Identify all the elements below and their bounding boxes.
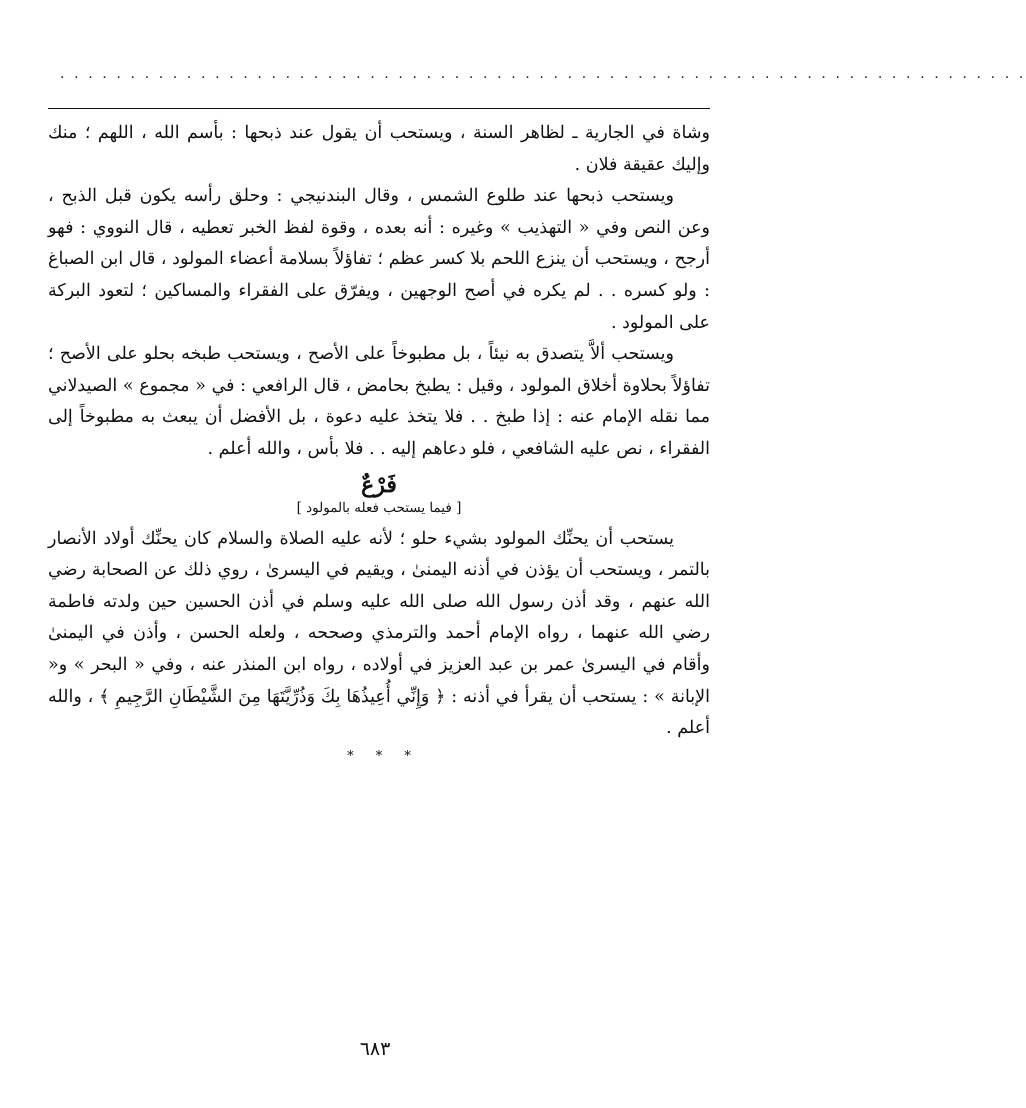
- header-rule: [48, 108, 710, 109]
- text-body: [48, 118, 710, 769]
- end-asterisks: * * *: [347, 748, 411, 764]
- section-subheading: [ فيما يستحب فعله بالمولود ]: [296, 499, 462, 516]
- paragraph-3: ويستحب ألاَّ يتصدق به نيئاً ، بل مطبوخاً على الأصح ، ويستحب طبخه بحلو على الأصح ؛ تفاؤلاً بحلاوة أخلاق المولود ، وقيل : يطبخ بحامض ، قال الرافعي : في « مجموع » الصيدلاني مما نقله الإمام عنه : إذا طبخ . . فلا يتخذ عليه دعوة ، بل الأفضل أن يبعث به مطبوخاً إلى الفقراء ، نص عليه الشافعي ، فلو دعاهم إليه . . فلا بأس ، والله أعلم .: [48, 344, 710, 459]
- paragraph-4: يستحب أن يحنِّك المولود بشيء حلو ؛ لأنه عليه الصلاة والسلام كان يحنِّك أولاد الأنصار بالتمر ، ويستحب أن يؤذن في أذنه اليمنىٰ ، ويقيم في اليسرىٰ ، روي ذلك عن الصحابة رضي الله عنهم ، وقد أذن رسول الله صلى الله عليه وسلم في أذن الحسين حين ولدته فاطمة رضي الله عنهما ، رواه الإمام أحمد والترمذي وصححه ، ولعله الحسن ، وأذن في اليمنىٰ وأقام في اليسرىٰ عمر بن عبد العزيز في أولاده ، رواه ابن المنذر عنه ، وفي « البحر » و« الإبانة » : يستحب أن يقرأ في أذنه : ﴿ وَإِنِّي أُعِيذُهَا بِكَ وَذُرِّيَّتَهَا مِنَ الشَّيْطَانِ الرَّجِيمِ ﴾ ، والله أعلم .: [48, 528, 710, 739]
- page-number: ٦٨٣: [359, 1038, 391, 1060]
- paragraph-2: ويستحب ذبحها عند طلوع الشمس ، وقال البندنيجي : وحلق رأسه يكون قبل الذبح ، وعن النص وفي « التهذيب » وغيره : أنه بعده ، وقوة لفظ الخبر تعطيه ، قال النووي : فهو أرجح ، ويستحب أن ينزع اللحم بلا كسر عظم ؛ تفاؤلاً بسلامة أعضاء المولود ، قال ابن الصباغ : ولو كسره . . لم يكره في أصح الوجهين ، ويفرّق على الفقراء والمساكين ؛ لتعود البركة على المولود .: [48, 186, 710, 333]
- header-dotted-ornament: . . . . . . . . . . . . . . . . . . . . . . . . . . . . . . . . . . . . . . . . . . . . . . . . . . . . . . . . . . . . . . . . . . . . .: [60, 66, 1026, 82]
- section-heading: فَرْعٌ: [361, 471, 397, 498]
- paragraph-1: وشاة في الجارية ـ لظاهر السنة ، ويستحب أن يقول عند ذبحها : بأسم الله ، اللهم ؛ منك وإليك عقيقة فلان .: [48, 123, 710, 175]
